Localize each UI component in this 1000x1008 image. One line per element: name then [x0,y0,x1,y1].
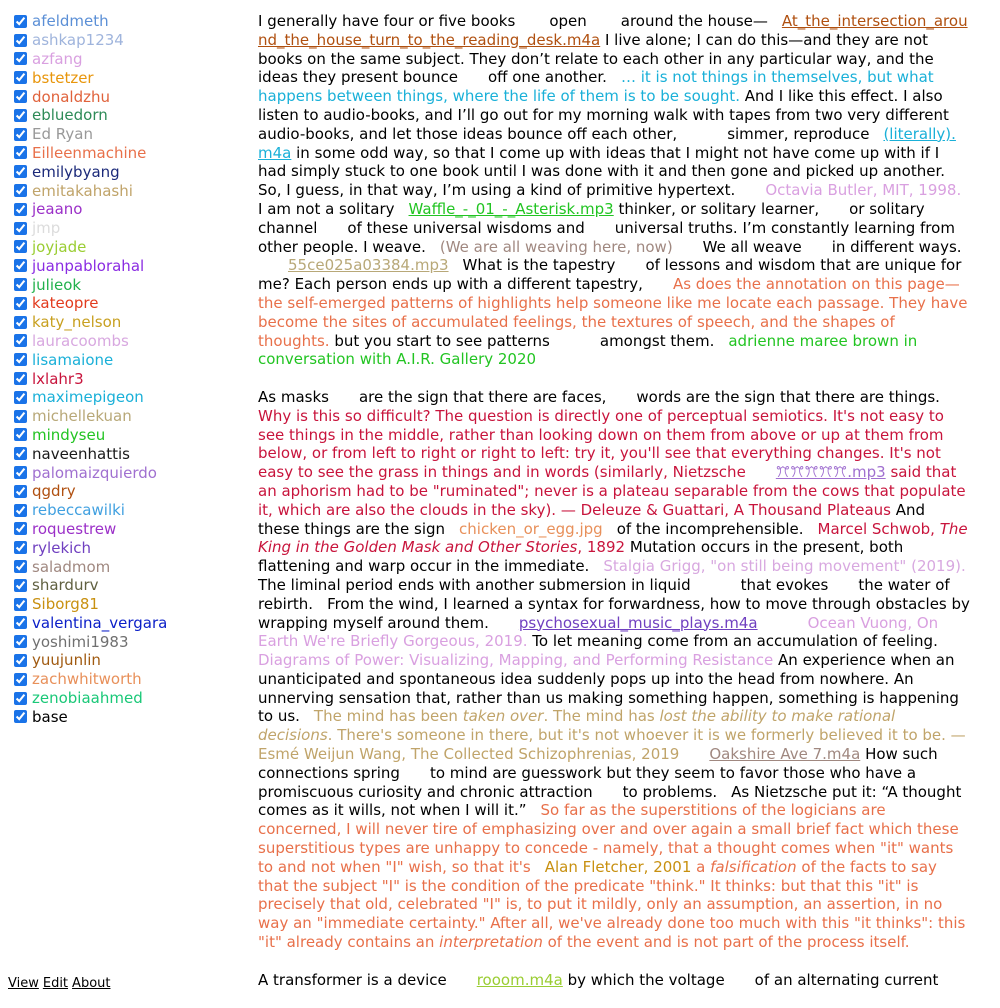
user-name-label: rebeccawilki [32,501,125,520]
annotation-text: . There's someone in there, but it's not whoever it is we formerly believed it to be. — Esmé Weijun Wang, The Collected Schizophrenias, 2019 [258,726,966,764]
user-filter-item[interactable] [14,313,244,332]
user-name-label: base [32,707,68,726]
user-name-label: ebluedorn [32,106,108,125]
user-filter-checkbox[interactable] [14,353,27,366]
user-filter-list [14,12,244,726]
annotation-text: I generally have four or five books [258,12,516,30]
user-name-label: yuujunlin [32,651,101,670]
annotation-text: taken over [462,707,544,726]
annotation-text: And I like this effect. I also listen to audio-books, and I’ll go out for my morning walk with tapes from two very different audio-books, and let those ideas bounce off each other, [258,87,949,143]
user-name-label: qgdry [32,482,76,501]
user-filter-item[interactable] [14,520,244,539]
annotation-text: words are the sign that there are things. [636,387,940,406]
user-name-label: Siborg81 [32,595,99,614]
user-filter-checkbox[interactable] [14,372,27,385]
user-filter-item[interactable] [14,256,244,275]
annotation-text: of these universal wisdoms and [347,218,585,237]
user-filter-checkbox[interactable] [14,165,27,178]
user-filter-checkbox[interactable] [14,428,27,441]
user-filter-checkbox[interactable] [14,485,27,498]
user-name-label: saladmom [32,557,111,576]
annotation-text: (We are all weaving here, now) [439,237,673,256]
user-name-label: Eilleenmachine [32,143,147,162]
user-filter-item[interactable] [14,106,244,125]
annotation-text: universal truths. I’m constantly learning from other people. I weave. [258,218,955,256]
user-name-label: juanpablorahal [32,256,145,275]
user-filter-checkbox[interactable] [14,560,27,573]
user-filter-item[interactable] [14,501,244,520]
media-link[interactable]: At_the_intersection_around_the_house_turn_to_the_reading_desk.m4a [258,12,968,49]
user-name-label: lxlahr3 [32,369,84,388]
annotation-text: interpretation [439,933,543,952]
user-filter-checkbox[interactable] [14,334,27,347]
media-link[interactable]: ꔫꔫꔫꔫꔫ.mp3 [775,463,886,482]
user-filter-checkbox[interactable] [14,128,27,141]
user-filter-checkbox[interactable] [14,504,27,517]
user-name-label: valentina_vergara [32,613,168,632]
user-name-label: michellekuan [32,407,132,426]
annotation-text: The mind has been [313,707,458,726]
user-filter-item[interactable] [14,689,244,708]
user-filter-item[interactable] [14,557,244,576]
edit-link[interactable]: Edit [42,976,69,991]
user-filter-checkbox[interactable] [14,541,27,554]
annotation-text: in some odd way, so that I come up with ideas that I might not have come up with if I had simply stuck to one book until I was done with it and then gone and picked up another. So, I guess, in that way, I’m using a kind of primitive hypertext. [258,143,946,200]
annotation-text: How such connections spring [258,745,938,782]
user-name-label: shardurv [32,576,99,595]
annotation-text: the water of rebirth. [258,575,950,613]
user-filter-item[interactable] [14,670,244,689]
bottom-nav [8,976,114,991]
annotation-text: are the sign that there are faces, [358,387,607,406]
annotation-text: … it is not things in themselves, but what happens between things, where the life of them is to be sought. [258,68,934,106]
user-filter-checkbox[interactable] [14,297,27,310]
annotation-text: to mind are guesswork but they seem to favor those who have a promiscuous curiosity and chronic attraction [258,763,917,801]
user-name-label: emilybyang [32,162,120,181]
user-filter-item[interactable] [14,275,244,294]
annotation-text: said that an aphorism had to be "ruminated"; never is a plateau separable from the cows that populate it, which are also the clouds in the sky). — Deleuze & Guattari, A Thousand Plateaus [258,463,966,519]
annotation-text: To let meaning come from an accumulation of feeling. [532,632,938,651]
user-filter-item[interactable] [14,538,244,557]
user-filter-checkbox[interactable] [14,635,27,648]
user-filter-checkbox[interactable] [14,673,27,686]
user-name-label: palomaizquierdo [32,463,157,482]
user-filter-checkbox[interactable] [14,522,27,535]
annotation-text: amongst them. [599,331,715,350]
annotation-text: of lessons and wisdom that are unique for me? Each person ends up with a different tapestry, [258,256,962,294]
user-name-label: bstetzer [32,68,94,87]
annotation-text: to problems. [622,782,718,801]
annotation-text: What is the tapestry [462,256,616,275]
user-filter-checkbox[interactable] [14,692,27,705]
annotation-text: As masks [258,387,329,406]
annotation-text: by which the voltage [567,970,725,989]
annotation-text: The liminal period ends with another submersion in liquid [258,575,691,594]
annotation-text: or solitary channel [258,199,925,237]
user-filter-item[interactable] [14,162,244,181]
annotation-text: Diagrams of Power: Visualizing, Mapping, and Performing Resistance [258,651,774,670]
annotation-text: Ocean Vuong, On Earth We're Briefly Gorgeous, 2019. [258,613,939,651]
user-filter-item[interactable] [14,482,244,501]
media-link[interactable]: Oakshire Ave 7.m4a [709,745,861,764]
user-filter-checkbox[interactable] [14,316,27,329]
user-filter-item[interactable] [14,125,244,144]
media-link[interactable]: rooom.m4a [476,970,563,989]
user-name-label: roquestrew [32,519,117,538]
annotation-text: lost the ability to make rational decisions [258,707,896,745]
annotation-text: Stalgia Grigg, "on still being movement" (2019). [603,557,966,576]
annotation-text: I live alone; I can do this—and they are not books on the same subject. They don’t relate to each other in any particular way, and the ideas they present bounce [258,30,934,87]
annotation-text: I am not a solitary [258,199,395,218]
user-filter-checkbox[interactable] [14,71,27,84]
annotation-text: , 1892 [577,538,626,557]
user-name-label: lisamaione [32,350,114,369]
user-name-label: yoshimi1983 [32,632,129,651]
user-filter-item[interactable] [14,294,244,313]
user-filter-item[interactable] [14,87,244,106]
text-paragraph [258,971,970,990]
user-filter-checkbox[interactable] [14,654,27,667]
text-paragraph [258,12,970,369]
user-filter-checkbox[interactable] [14,90,27,103]
annotation-text: off one another. [487,68,607,87]
user-filter-checkbox[interactable] [14,410,27,423]
user-name-label: joyjade [32,237,87,256]
user-filter-checkbox[interactable] [14,259,27,272]
user-filter-checkbox[interactable] [14,15,27,28]
annotation-text: We all weave [702,237,802,256]
user-name-label: naveenhattis [32,444,130,463]
annotation-text: A transformer is a device [258,970,447,989]
user-name-label: ashkap1234 [32,31,124,50]
user-filter-checkbox[interactable] [14,616,27,629]
user-filter-item[interactable] [14,200,244,219]
user-filter-item[interactable] [14,12,244,31]
user-filter-checkbox[interactable] [14,203,27,216]
user-name-label: rylekich [32,538,92,557]
user-filter-checkbox[interactable] [14,466,27,479]
user-filter-checkbox[interactable] [14,278,27,291]
annotation-text: Octavia Butler, MIT, 1998. [765,181,962,200]
annotation-text: The King in the Golden Mask and Other Stories [258,519,968,557]
user-name-label: julieok [32,275,82,294]
annotation-text: of the event and is not part of the process itself. [547,933,910,952]
view-link[interactable]: View [8,976,39,991]
user-filter-checkbox[interactable] [14,579,27,592]
user-name-label: azfang [32,49,83,68]
user-filter-checkbox[interactable] [14,146,27,159]
annotation-text: As Nietzsche put it: “A thought comes as it wills, not when I will it.” [258,782,962,820]
user-filter-item[interactable] [14,595,244,614]
annotation-text: in different ways. [831,237,962,256]
user-filter-item[interactable] [14,144,244,163]
annotation-text: a [696,857,706,876]
user-filter-item[interactable] [14,332,244,351]
user-name-label: zachwhitworth [32,670,142,689]
about-link[interactable]: About [72,976,111,991]
user-filter-checkbox[interactable] [14,710,27,723]
user-filter-item[interactable] [14,369,244,388]
user-filter-item[interactable] [14,219,244,238]
annotation-text: An experience when an unanticipated and spontaneous idea suddenly pops up into the head from nowhere. An unnerving sensation that, rather than us making something happen, something is happening to us. [258,651,959,726]
user-name-label: Ed Ryan [32,125,93,144]
user-filter-item[interactable] [14,614,244,633]
annotation-text: Why is this so difficult? The question is directly one of perceptual semiotics. It's not easy to see things in the middle, rather than looking down on them from above or up at them from below, or from left to right or right to left: try it, you'll see that everything changes. It's not easy to see the grass in things and in words (similarly, Nietzsche [258,406,944,482]
user-filter-item[interactable] [14,463,244,482]
user-filter-item[interactable] [14,50,244,69]
user-name-label: donaldzhu [32,87,110,106]
annotation-text: So far as the superstitions of the logicians are concerned, I will never tire of emphasizing over and over again a small brief fact which these superstitious types are unhappy to concede - namely, that a thought comes when "it" wants to and not when "I" wish, so that it's [258,801,959,876]
media-link[interactable]: 55ce025a03384.mp3 [288,256,449,275]
annotation-text: open [549,12,587,30]
annotation-text: adrienne maree brown in conversation with A.I.R. Gallery 2020 [258,331,918,369]
user-name-label: kateopre [32,294,99,313]
media-link[interactable]: psychosexual_music_plays.m4a [518,613,758,632]
user-filter-item[interactable] [14,444,244,463]
user-filter-checkbox[interactable] [14,391,27,404]
user-filter-checkbox[interactable] [14,598,27,611]
user-filter-item[interactable] [14,31,244,50]
user-name-label: maximepigeon [32,388,144,407]
user-filter-item[interactable] [14,68,244,87]
user-filter-checkbox[interactable] [14,447,27,460]
user-filter-item[interactable] [14,181,244,200]
annotation-text: As does the annotation on this page—the self-emerged patterns of highlights help someone like me locate each passage. They have become the sites of accumulated feelings, the textures of speech, and the shapes of thoughts. [258,275,968,350]
annotation-text: that evokes [740,575,829,594]
text-paragraph [258,388,970,952]
user-filter-checkbox[interactable] [14,184,27,197]
annotation-text: And these things are the sign [258,500,926,538]
user-name-label: zenobiaahmed [32,689,143,708]
annotated-text [258,12,970,1008]
annotation-text: thinker, or solitary learner, [618,199,820,218]
annotation-text: of an alternating current [754,970,939,989]
annotation-text: chicken_or_egg.jpg [459,519,603,538]
user-filter-item[interactable] [14,407,244,426]
user-name-label: jmp [32,219,61,238]
annotation-text: but you start to see patterns [334,331,550,350]
user-name-label: katy_nelson [32,313,122,332]
user-filter-item[interactable] [14,651,244,670]
user-name-label: emitakahashi [32,181,133,200]
user-name-label: jeaano [32,200,83,219]
user-filter-item[interactable] [14,388,244,407]
user-filter-checkbox[interactable] [14,222,27,235]
annotation-text: Marcel Schwob, [817,519,935,538]
user-filter-item[interactable] [14,707,244,726]
media-link[interactable]: (literally).m4a [258,124,956,162]
user-filter-item[interactable] [14,426,244,445]
user-filter-checkbox[interactable] [14,52,27,65]
user-name-label: afeldmeth [32,12,109,31]
user-filter-checkbox[interactable] [14,34,27,47]
annotation-text: simmer, reproduce [727,124,870,143]
annotation-text: From the wind, I learned a syntax for forwardness, how to move through obstacles by wrapping myself around them. [258,594,970,632]
user-name-label: mindyseu [32,425,106,444]
annotation-text: of the facts to say that the subject "I" is the condition of the predicate "think." It thinks: but that this "it" is precisely that old, celebrated "I" is, to put it mildly, only an assumption, an assertion, in no way an "immediate certainty." After all, we've already done too much with this "it thinks": this "it" already contains an [258,857,966,952]
annotation-text: around the house— [620,12,768,30]
annotation-text: Mutation occurs in the present, both flattening and warp occur in the immediate. [258,538,904,576]
annotation-text: Alan Fletcher, 2001 [544,857,692,876]
user-filter-checkbox[interactable] [14,240,27,253]
annotation-text: falsification [710,857,797,876]
annotation-text: . The mind has [543,707,655,726]
annotation-text: of the incomprehensible. [616,519,804,538]
user-filter-item[interactable] [14,632,244,651]
user-filter-checkbox[interactable] [14,109,27,122]
user-filter-item[interactable] [14,350,244,369]
user-filter-item[interactable] [14,238,244,257]
media-link[interactable]: Waffle_-_01_-_Asterisk.mp3 [408,199,614,218]
user-filter-item[interactable] [14,576,244,595]
user-name-label: lauracoombs [32,331,129,350]
